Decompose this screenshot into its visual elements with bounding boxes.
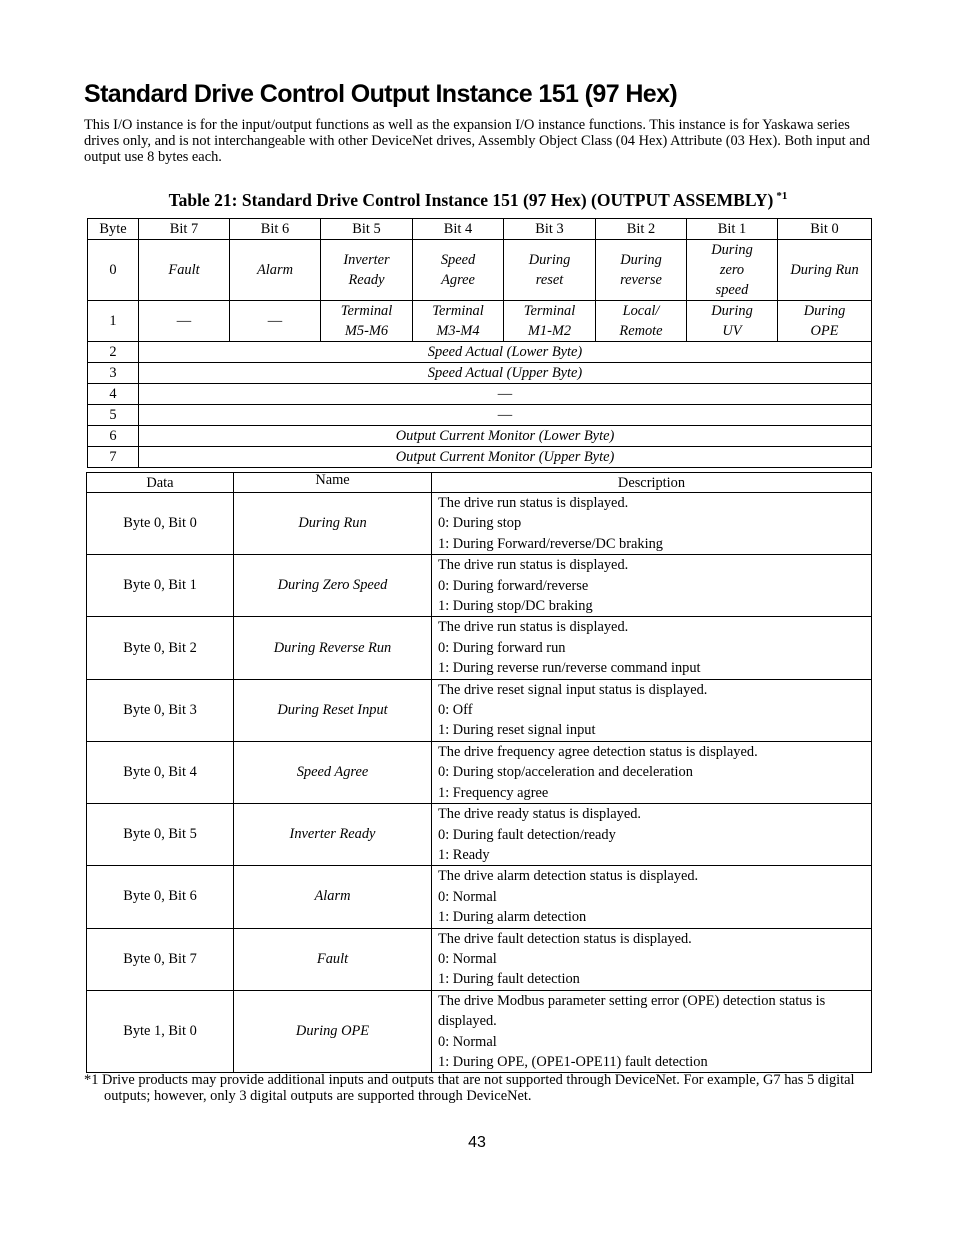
desc-row (87, 990, 872, 1073)
name-cell: During Run (234, 493, 432, 555)
description-line: 0: During forward run (438, 639, 566, 656)
bit-cell: During reverse (596, 240, 687, 301)
byte-number: 7 (88, 447, 139, 468)
description-line: The drive run status is displayed. (438, 619, 629, 636)
description-line: 1: During reverse run/reverse command input (438, 660, 701, 677)
data-cell: Byte 0, Bit 2 (87, 617, 234, 679)
bit-cell: Terminal M1-M2 (504, 301, 596, 342)
bit-cell: Inverter Ready (321, 240, 413, 301)
header-cell: Bit 5 (321, 219, 413, 240)
description-cell (432, 679, 872, 741)
bit-cell: Alarm (230, 240, 321, 301)
byte-number: 3 (88, 363, 139, 384)
data-cell: Byte 0, Bit 5 (87, 804, 234, 866)
header-cell: Byte (88, 219, 139, 240)
byte-row-4 (88, 384, 872, 405)
description-line: The drive run status is displayed. (438, 495, 629, 511)
bit-cell: During reset (504, 240, 596, 301)
byte-row-7 (88, 447, 872, 468)
page-number: 43 (468, 1134, 486, 1151)
byte-row-5 (88, 405, 872, 426)
byte-row-2 (88, 342, 872, 363)
description-line: 0: Normal (438, 1033, 497, 1050)
bit-cell: — (230, 301, 321, 342)
bit-cell: During UV (687, 301, 778, 342)
name-cell: During Reverse Run (234, 617, 432, 679)
desc-row (87, 555, 872, 617)
byte-number: 4 (88, 384, 139, 405)
header-cell-description: Description (432, 473, 872, 493)
header-cell: Bit 1 (687, 219, 778, 240)
byte-number: 6 (88, 426, 139, 447)
bit-cell: Speed Agree (413, 240, 504, 301)
byte-number: 2 (88, 342, 139, 363)
bit-cell: Terminal M5-M6 (321, 301, 413, 342)
data-cell: Byte 0, Bit 1 (87, 555, 234, 617)
description-cell (432, 555, 872, 617)
bit-cell: During zero speed (687, 240, 778, 301)
name-cell: Speed Agree (234, 741, 432, 803)
byte-value: Speed Actual (Upper Byte) (139, 363, 872, 384)
table-caption (84, 184, 872, 212)
description-line: 1: During OPE, (OPE1-OPE11) fault detection (438, 1053, 708, 1070)
description-cell (432, 866, 872, 928)
data-cell: Byte 0, Bit 6 (87, 866, 234, 928)
header-cell: Bit 2 (596, 219, 687, 240)
byte-row-3 (88, 363, 872, 384)
description-line: The drive reset signal input status is displayed. (438, 681, 708, 698)
data-cell: Byte 0, Bit 7 (87, 928, 234, 990)
bit-map-table (87, 218, 872, 468)
byte-value: — (139, 405, 872, 426)
intro-paragraph: This I/O instance is for the input/output functions as well as the expansion I/O instance functions. This instance is for Yaskawa series drives only, and is not interchangeable with other DeviceNet drives, Assembly Object Class (04 Hex) Attribute (03 Hex). Both input and output use 8 bytes each. (84, 117, 870, 165)
byte-row-0 (88, 240, 872, 301)
description-line: 1: During Forward/reverse/DC braking (438, 535, 664, 552)
bit-cell: During Run (778, 240, 872, 301)
bit-table-header-row (88, 219, 872, 240)
description-line: 0: During fault detection/ready (438, 826, 616, 843)
header-cell: Bit 3 (504, 219, 596, 240)
desc-row (87, 493, 872, 555)
byte-value: Output Current Monitor (Lower Byte) (139, 426, 872, 447)
name-cell: Fault (234, 928, 432, 990)
bit-description-table (86, 472, 872, 1073)
description-line: The drive frequency agree detection status is displayed. (438, 743, 758, 760)
description-line: 1: During fault detection (438, 971, 580, 988)
bit-cell: Fault (139, 240, 230, 301)
bit-cell: — (139, 301, 230, 342)
byte-number: 5 (88, 405, 139, 426)
data-cell: Byte 0, Bit 4 (87, 741, 234, 803)
byte-row-1 (88, 301, 872, 342)
description-line: 0: During stop/acceleration and deceleration (438, 764, 693, 781)
description-line: 0: During stop (438, 515, 522, 532)
description-line: The drive run status is displayed. (438, 557, 629, 574)
description-cell (432, 804, 872, 866)
description-cell (432, 928, 872, 990)
description-line: 1: Ready (438, 846, 490, 863)
description-line: 0: Off (438, 702, 473, 719)
description-line: 1: During alarm detection (438, 909, 587, 926)
header-cell-data: Data (87, 473, 234, 493)
description-cell (432, 493, 872, 555)
byte-value: — (139, 384, 872, 405)
header-cell: Bit 7 (139, 219, 230, 240)
name-cell: During Zero Speed (234, 555, 432, 617)
byte-number: 1 (88, 301, 139, 342)
bit-cell: Local/ Remote (596, 301, 687, 342)
description-line: The drive fault detection status is displayed. (438, 930, 692, 947)
footnote: *1 Drive products may provide additional inputs and outputs that are not supported through DeviceNet. For example, G7 has 5 digital outputs; however, only 3 digital outputs are supported through DeviceNet. (84, 1072, 855, 1104)
description-line: 0: Normal (438, 950, 497, 967)
name-cell: During Reset Input (234, 679, 432, 741)
desc-table-header-row (87, 473, 872, 493)
byte-row-6 (88, 426, 872, 447)
header-cell: Bit 6 (230, 219, 321, 240)
header-cell-name: Name (234, 473, 432, 493)
header-cell: Bit 0 (778, 219, 872, 240)
desc-row (87, 804, 872, 866)
table-caption-footnote-ref: *1 (776, 190, 788, 202)
name-cell: During OPE (234, 990, 432, 1073)
desc-row (87, 679, 872, 741)
description-line: 1: Frequency agree (438, 784, 549, 801)
description-line: The drive ready status is displayed. (438, 806, 642, 823)
bit-cell: During OPE (778, 301, 872, 342)
byte-number: 0 (88, 240, 139, 301)
byte-value: Output Current Monitor (Upper Byte) (139, 447, 872, 468)
desc-row (87, 866, 872, 928)
data-cell: Byte 1, Bit 0 (87, 990, 234, 1073)
description-line: The drive Modbus parameter setting error (OPE) detection status is displayed. (438, 992, 826, 1030)
description-cell (432, 741, 872, 803)
data-cell: Byte 0, Bit 3 (87, 679, 234, 741)
desc-row (87, 617, 872, 679)
byte-value: Speed Actual (Lower Byte) (139, 342, 872, 363)
name-cell: Inverter Ready (234, 804, 432, 866)
data-cell: Byte 0, Bit 0 (87, 493, 234, 555)
bit-cell: Terminal M3-M4 (413, 301, 504, 342)
table-caption-text: Table 21: Standard Drive Control Instance 151 (97 Hex) (OUTPUT ASSEMBLY) (168, 190, 774, 210)
description-line: 1: During reset signal input (438, 722, 596, 739)
description-line: 0: Normal (438, 888, 497, 905)
header-cell: Bit 4 (413, 219, 504, 240)
description-cell (432, 990, 872, 1073)
description-line: The drive alarm detection status is displayed. (438, 868, 699, 885)
name-cell: Alarm (234, 866, 432, 928)
description-line: 1: During stop/DC braking (438, 598, 593, 615)
desc-row (87, 928, 872, 990)
page-title: Standard Drive Control Output Instance 151 (97 Hex) (84, 80, 678, 108)
desc-row (87, 741, 872, 803)
description-line: 0: During forward/reverse (438, 577, 589, 594)
description-cell (432, 617, 872, 679)
